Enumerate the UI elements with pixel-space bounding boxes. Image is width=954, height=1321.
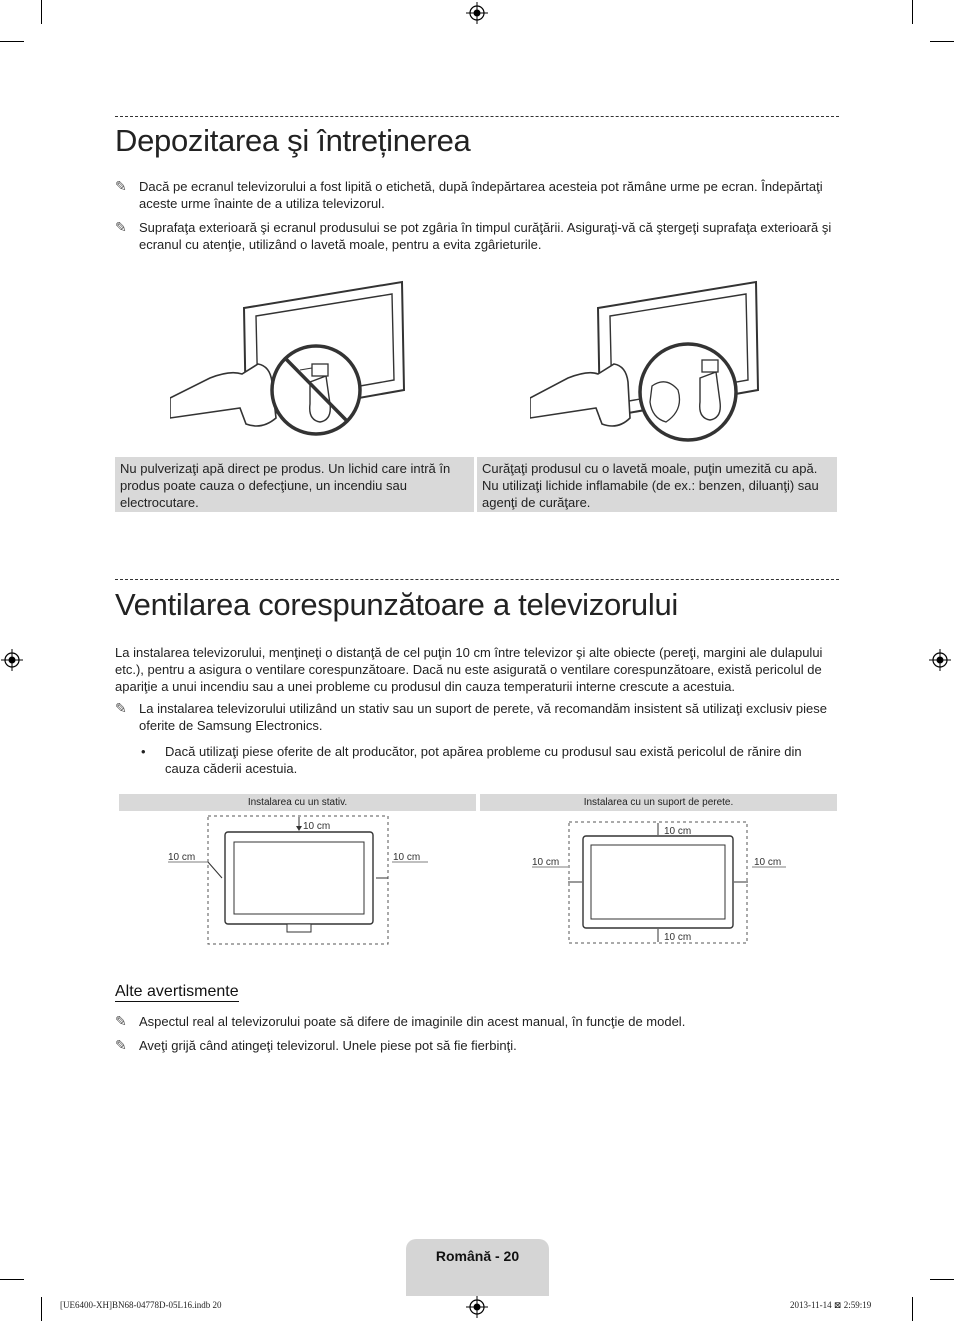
- section-divider: [115, 579, 839, 580]
- distance-label: 10 cm: [303, 821, 331, 832]
- ventilation-paragraph: La instalarea televizorului, menţineţi o distanţă de cel puţin 10 cm între televizor şi alte obiecte (pereţi, margini ale dulapului etc.), pentru a asigura o ventilare corespunzătoare. Dacă nu este asigurată o ventilare corespunzătoare, există pericolul de apariţie a unui incendiu sau a unei probleme cu produsul din cauza temperaturii interne crescute a acestuia.: [115, 645, 823, 694]
- diagram-label-wall: Instalarea cu un suport de perete.: [480, 794, 837, 811]
- note-hot-parts: [115, 1037, 839, 1054]
- print-slug-file: [UE6400-XH]BN68-04778D-05L16.indb 20: [60, 1300, 222, 1310]
- pencil-note-icon: ✎: [115, 700, 127, 716]
- registration-mark-icon: [1, 649, 23, 671]
- crop-mark: [912, 1297, 913, 1321]
- note-samsung-parts: [115, 700, 839, 734]
- diagram-stand-installation: [160, 814, 440, 946]
- pencil-note-icon: ✎: [115, 1013, 127, 1029]
- pencil-note-icon: ✎: [115, 1037, 127, 1053]
- diagram-label-stand: Instalarea cu un stativ.: [119, 794, 476, 811]
- pencil-note-icon: ✎: [115, 178, 127, 194]
- crop-mark: [41, 1297, 42, 1321]
- note-text: Suprafaţa exterioară şi ecranul produsului se pot zgâria în timpul curăţării. Asiguraţi-vă că ştergeţi suprafaţa exterioară şi ecranul cu atenţie, utilizând o lavetă moale, pentru a evita zgârieturile.: [139, 220, 832, 252]
- bullet-text: Dacă utilizaţi piese oferite de alt producător, pot apărea probleme cu produsul sau există pericolul de rănire din cauza căderii acestuia.: [165, 744, 802, 776]
- distance-label: 10 cm: [532, 857, 560, 868]
- note-text: Dacă pe ecranul televizorului a fost lipită o etichetă, după îndepărtarea acesteia pot rămâne urme pe ecran. Îndepărtaţi aceste urme înainte de a utiliza televizorul.: [139, 179, 823, 211]
- note-text: Aveţi grijă când atingeţi televizorul. Unele piese pot să fie fierbinţi.: [139, 1038, 517, 1053]
- distance-label: 10 cm: [664, 826, 692, 837]
- section-title-ventilation: Ventilarea corespunzătoare a televizorului: [115, 587, 678, 622]
- note-sticker: [115, 178, 839, 212]
- registration-mark-icon: [929, 649, 951, 671]
- print-slug-date: 2013-11-14 ⊠ 2:59:19: [790, 1300, 872, 1310]
- page-number-tab: [406, 1239, 549, 1296]
- section-title-warnings: Alte avertismente: [115, 983, 239, 1000]
- crop-mark: [41, 0, 42, 24]
- note-scratch: [115, 219, 839, 253]
- registration-mark-icon: [466, 1296, 488, 1318]
- note-text: Aspectul real al televizorului poate să difere de imaginile din acest manual, în funcţie de model.: [139, 1014, 686, 1029]
- distance-label: 10 cm: [168, 852, 196, 863]
- note-appearance: [115, 1013, 839, 1030]
- section-title-storage: Depozitarea şi întreținerea: [115, 123, 471, 158]
- crop-mark: [912, 0, 913, 24]
- pencil-note-icon: ✎: [115, 219, 127, 235]
- bullet-other-parts: [141, 743, 831, 777]
- distance-label: 10 cm: [393, 852, 421, 863]
- crop-mark: [0, 41, 24, 42]
- section-divider: [115, 116, 839, 117]
- illustration-damp-cloth: [530, 278, 770, 446]
- illustration-no-spray: [170, 278, 410, 446]
- crop-mark: [0, 1279, 24, 1280]
- bullet-dot: •: [141, 744, 146, 759]
- crop-mark: [930, 1279, 954, 1280]
- distance-label: 10 cm: [754, 857, 782, 868]
- crop-mark: [930, 41, 954, 42]
- page-number: Română - 20: [435, 1248, 520, 1264]
- caption-damp-cloth: Curăţaţi produsul cu o lavetă moale, puţin umezită cu apă. Nu utilizaţi lichide inflamabile (de ex.: benzen, diluanţi) sau agenţi de curăţare.: [477, 457, 837, 512]
- caption-no-spray: Nu pulverizaţi apă direct pe produs. Un lichid care intră în produs poate cauza o defecţiune, un incendiu sau electrocutare.: [115, 457, 474, 512]
- diagram-wall-installation: [528, 818, 798, 948]
- registration-mark-icon: [466, 2, 488, 24]
- distance-label: 10 cm: [664, 932, 692, 943]
- note-text: La instalarea televizorului utilizând un stativ sau un suport de perete, vă recomandăm insistent să utilizaţi exclusiv piese oferite de Samsung Electronics.: [139, 701, 827, 733]
